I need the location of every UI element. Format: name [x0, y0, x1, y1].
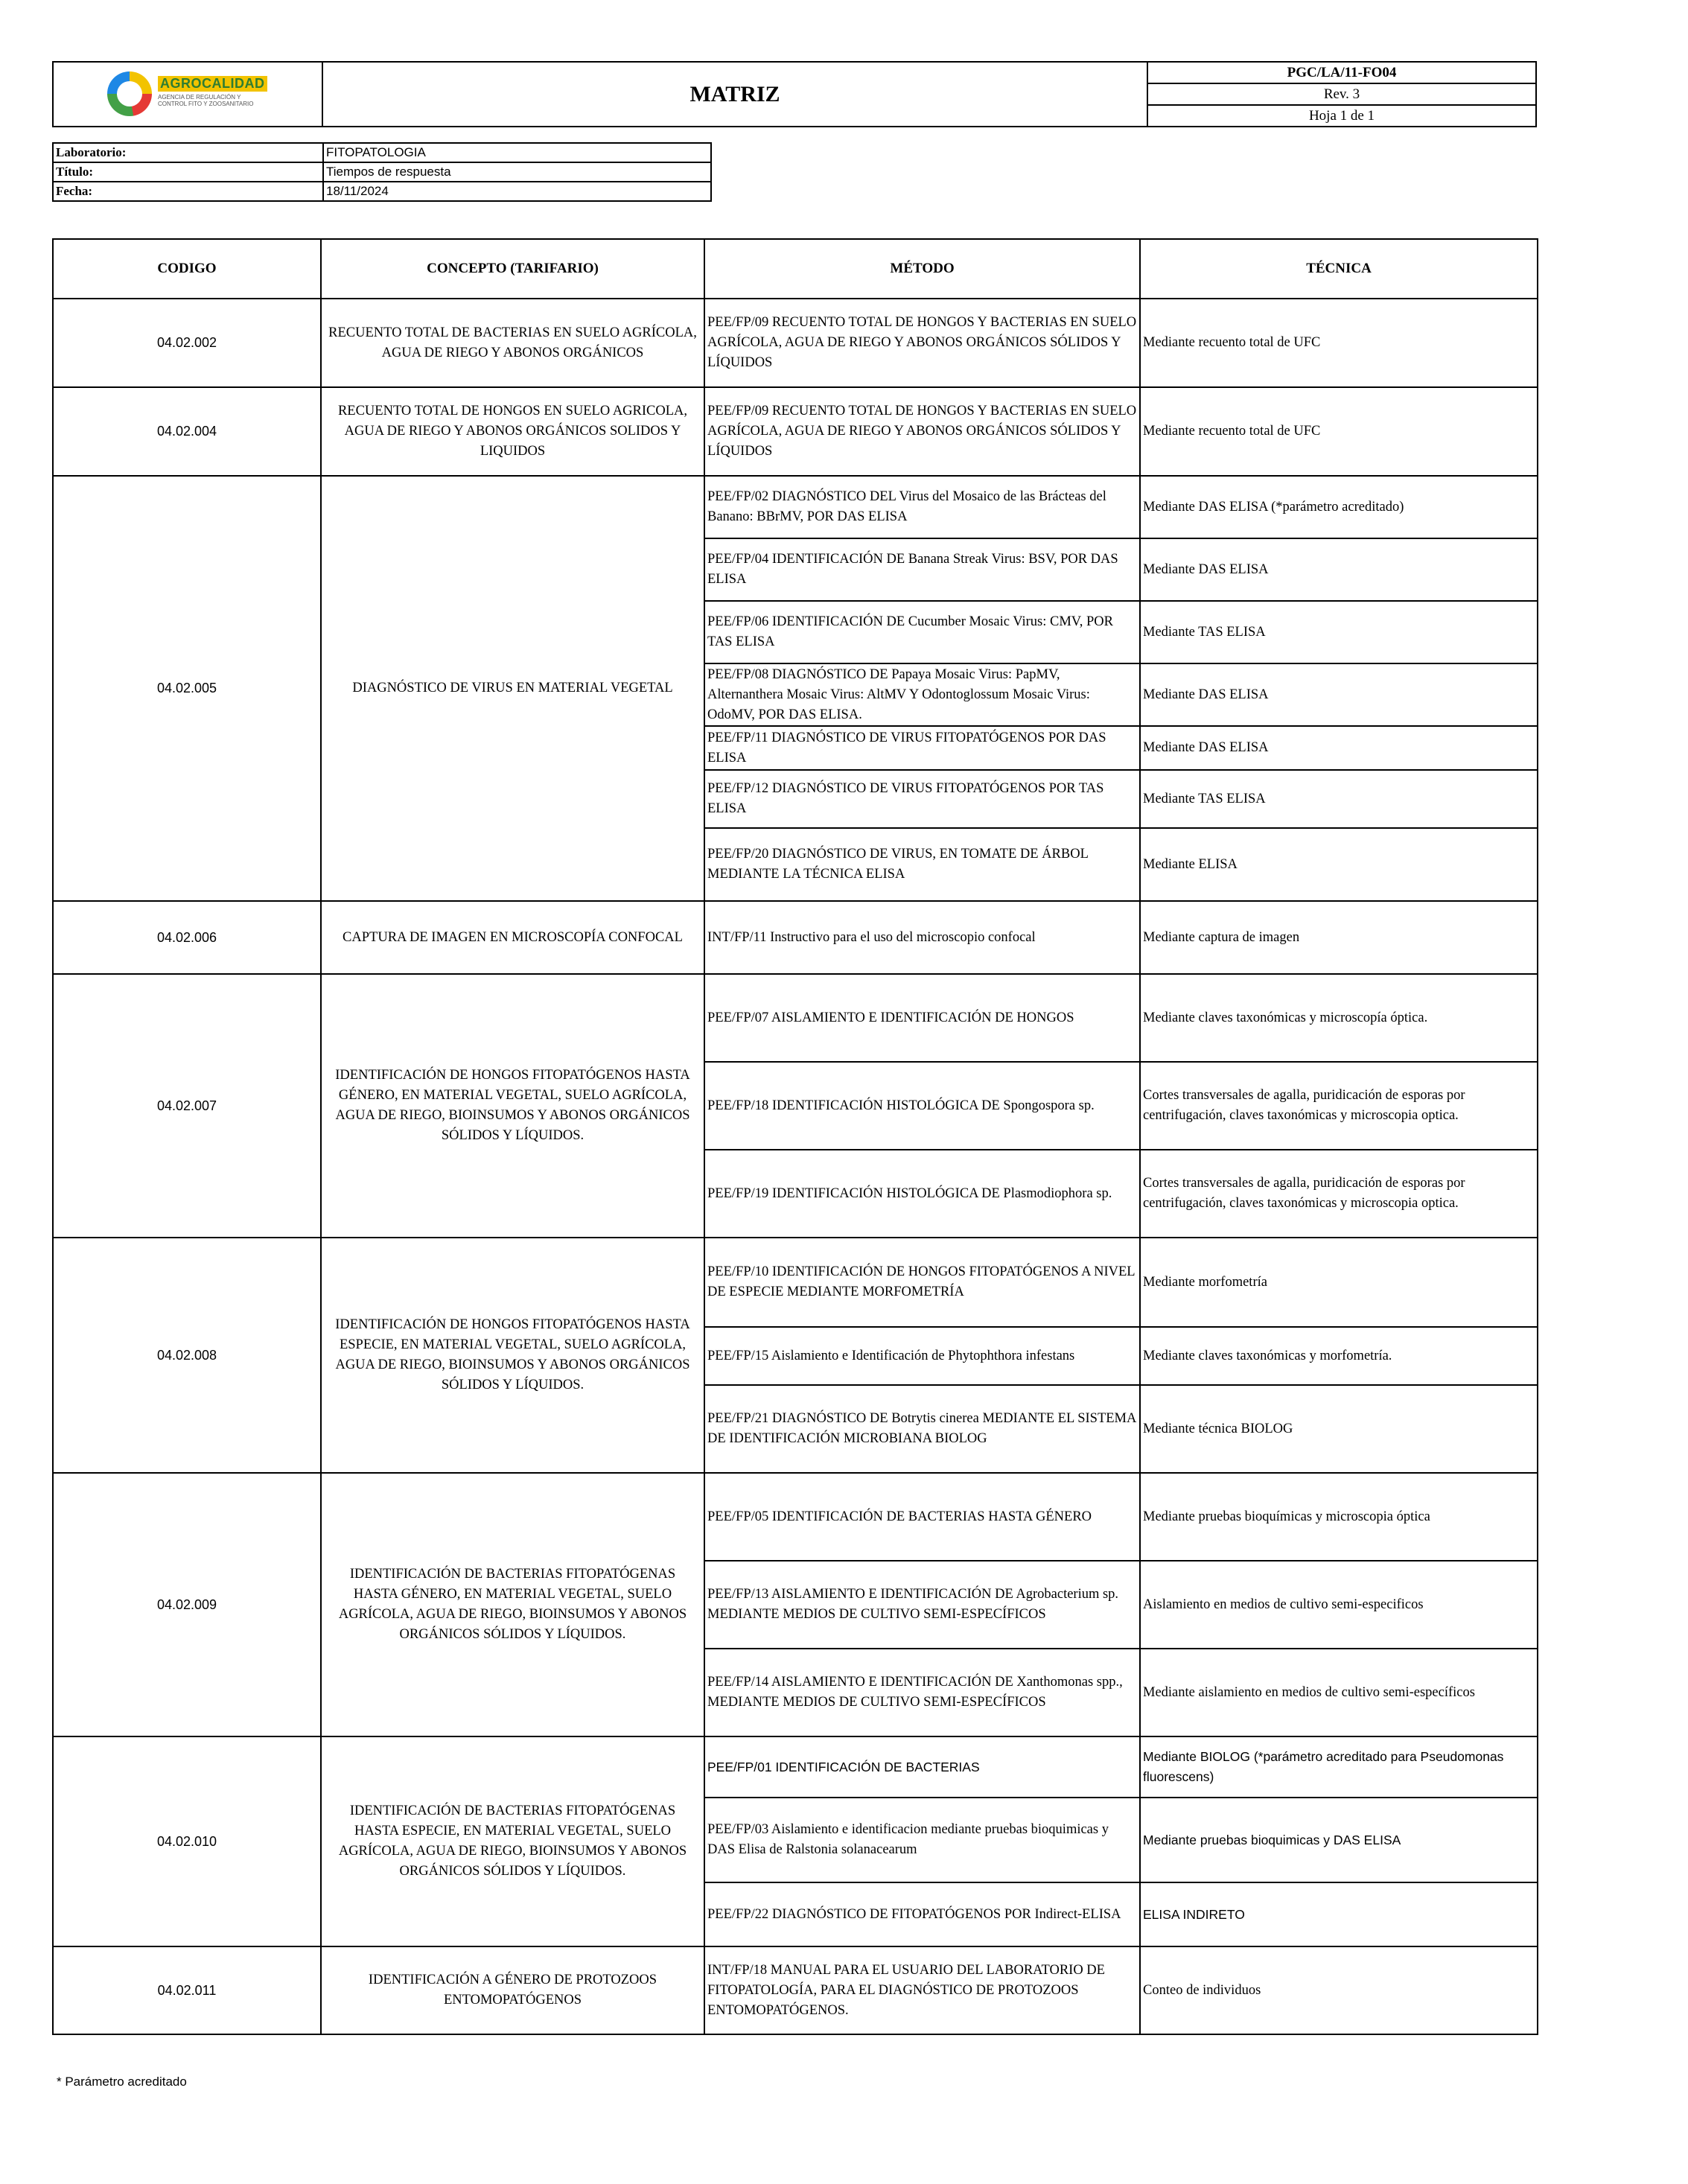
- technique-cell: Mediante DAS ELISA: [1140, 663, 1538, 726]
- title-label: Título:: [53, 162, 323, 182]
- concept-cell: RECUENTO TOTAL DE BACTERIAS EN SUELO AGRÍCOLA, AGUA DE RIEGO Y ABONOS ORGÁNICOS: [321, 299, 704, 387]
- concept-cell: DIAGNÓSTICO DE VIRUS EN MATERIAL VEGETAL: [321, 476, 704, 901]
- lab-value: FITOPATOLOGIA: [323, 143, 711, 162]
- technique-cell: Mediante recuento total de UFC: [1140, 387, 1538, 476]
- method-cell: INT/FP/18 MANUAL PARA EL USUARIO DEL LABORATORIO DE FITOPATOLOGÍA, PARA EL DIAGNÓSTICO DE PROTOZOOS ENTOMOPATÓGENOS.: [704, 1946, 1140, 2034]
- method-cell: PEE/FP/03 Aislamiento e identificacion mediante pruebas bioquimicas y DAS Elisa de Ralstonia solanacearum: [704, 1798, 1140, 1882]
- table-row: [53, 299, 1538, 387]
- technique-cell: Mediante DAS ELISA: [1140, 538, 1538, 601]
- table-row: [53, 1238, 1538, 1327]
- code-cell: 04.02.007: [53, 974, 321, 1238]
- technique-cell: Mediante DAS ELISA (*parámetro acreditado): [1140, 476, 1538, 538]
- matrix-table: [52, 238, 1538, 2035]
- technique-cell: ELISA INDIRETO: [1140, 1882, 1538, 1946]
- agrocalidad-logo: [107, 71, 271, 118]
- title-value: Tiempos de respuesta: [323, 162, 711, 182]
- code-cell: 04.02.002: [53, 299, 321, 387]
- code-cell: 04.02.005: [53, 476, 321, 901]
- method-cell: PEE/FP/21 DIAGNÓSTICO DE Botrytis cinerea MEDIANTE EL SISTEMA DE IDENTIFICACIÓN MICROBIANA BIOLOG: [704, 1385, 1140, 1473]
- method-cell: PEE/FP/20 DIAGNÓSTICO DE VIRUS, EN TOMATE DE ÁRBOL MEDIANTE LA TÉCNICA ELISA: [704, 828, 1140, 901]
- concept-cell: IDENTIFICACIÓN A GÉNERO DE PROTOZOOS ENTOMOPATÓGENOS: [321, 1946, 704, 2034]
- technique-cell: Conteo de individuos: [1140, 1946, 1538, 2034]
- concept-cell: IDENTIFICACIÓN DE BACTERIAS FITOPATÓGENAS HASTA ESPECIE, EN MATERIAL VEGETAL, SUELO AGRÍCOLA, AGUA DE RIEGO, BIOINSUMOS Y ABONOS ORGÁNICOS SÓLIDOS Y LÍQUIDOS.: [321, 1736, 704, 1946]
- method-cell: PEE/FP/12 DIAGNÓSTICO DE VIRUS FITOPATÓGENOS POR TAS ELISA: [704, 770, 1140, 828]
- matrix-header-row: [53, 239, 1538, 299]
- logo-emblem-icon: [107, 71, 152, 116]
- concept-cell: IDENTIFICACIÓN DE BACTERIAS FITOPATÓGENAS HASTA GÉNERO, EN MATERIAL VEGETAL, SUELO AGRÍCOLA, AGUA DE RIEGO, BIOINSUMOS Y ABONOS ORGÁNICOS SÓLIDOS Y LÍQUIDOS.: [321, 1473, 704, 1736]
- method-cell: PEE/FP/11 DIAGNÓSTICO DE VIRUS FITOPATÓGENOS POR DAS ELISA: [704, 726, 1140, 770]
- method-cell: PEE/FP/04 IDENTIFICACIÓN DE Banana Streak Virus: BSV, POR DAS ELISA: [704, 538, 1140, 601]
- logo-cell: [53, 62, 322, 127]
- table-row: [53, 974, 1538, 1062]
- document-code: PGC/LA/11-FO04: [1147, 62, 1536, 83]
- concept-cell: IDENTIFICACIÓN DE HONGOS FITOPATÓGENOS HASTA GÉNERO, EN MATERIAL VEGETAL, SUELO AGRÍCOLA, AGUA DE RIEGO, BIOINSUMOS Y ABONOS ORGÁNICOS SÓLIDOS Y LÍQUIDOS.: [321, 974, 704, 1238]
- method-cell: PEE/FP/19 IDENTIFICACIÓN HISTOLÓGICA DE Plasmodiophora sp.: [704, 1150, 1140, 1238]
- footnote: * Parámetro acreditado: [57, 2075, 187, 2089]
- column-header-technique: TÉCNICA: [1140, 239, 1538, 299]
- table-row: [53, 476, 1538, 538]
- code-cell: 04.02.008: [53, 1238, 321, 1473]
- table-row: [53, 1946, 1538, 2034]
- document-header: [52, 61, 1537, 127]
- method-cell: INT/FP/11 Instructivo para el uso del microscopio confocal: [704, 901, 1140, 974]
- technique-cell: Mediante pruebas bioquimicas y DAS ELISA: [1140, 1798, 1538, 1882]
- technique-cell: Cortes transversales de agalla, puridicación de esporas por centrifugación, claves taxonómicas y microscopia optica.: [1140, 1150, 1538, 1238]
- code-cell: 04.02.011: [53, 1946, 321, 2034]
- page-number: Hoja 1 de 1: [1147, 105, 1536, 127]
- code-cell: 04.02.010: [53, 1736, 321, 1946]
- method-cell: PEE/FP/15 Aislamiento e Identificación de Phytophthora infestans: [704, 1327, 1140, 1385]
- concept-cell: IDENTIFICACIÓN DE HONGOS FITOPATÓGENOS HASTA ESPECIE, EN MATERIAL VEGETAL, SUELO AGRÍCOLA, AGUA DE RIEGO, BIOINSUMOS Y ABONOS ORGÁNICOS SÓLIDOS Y LÍQUIDOS.: [321, 1238, 704, 1473]
- technique-cell: Aislamiento en medios de cultivo semi-especificos: [1140, 1561, 1538, 1649]
- technique-cell: Mediante claves taxonómicas y morfometría.: [1140, 1327, 1538, 1385]
- method-cell: PEE/FP/05 IDENTIFICACIÓN DE BACTERIAS HASTA GÉNERO: [704, 1473, 1140, 1561]
- date-value: 18/11/2024: [323, 182, 711, 201]
- info-table: [52, 142, 712, 202]
- method-cell: PEE/FP/06 IDENTIFICACIÓN DE Cucumber Mosaic Virus: CMV, POR TAS ELISA: [704, 601, 1140, 663]
- method-cell: PEE/FP/01 IDENTIFICACIÓN DE BACTERIAS: [704, 1736, 1140, 1798]
- technique-cell: Mediante recuento total de UFC: [1140, 299, 1538, 387]
- method-cell: PEE/FP/07 AISLAMIENTO E IDENTIFICACIÓN DE HONGOS: [704, 974, 1140, 1062]
- info-row-date: [53, 182, 711, 201]
- table-row: [53, 387, 1538, 476]
- column-header-method: MÉTODO: [704, 239, 1140, 299]
- method-cell: PEE/FP/22 DIAGNÓSTICO DE FITOPATÓGENOS POR Indirect-ELISA: [704, 1882, 1140, 1946]
- concept-cell: CAPTURA DE IMAGEN EN MICROSCOPÍA CONFOCAL: [321, 901, 704, 974]
- date-label: Fecha:: [53, 182, 323, 201]
- method-cell: PEE/FP/13 AISLAMIENTO E IDENTIFICACIÓN DE Agrobacterium sp. MEDIANTE MEDIOS DE CULTIVO SEMI-ESPECÍFICOS: [704, 1561, 1140, 1649]
- column-header-concept: CONCEPTO (TARIFARIO): [321, 239, 704, 299]
- revision: Rev. 3: [1147, 83, 1536, 105]
- document-title: MATRIZ: [322, 62, 1147, 127]
- method-cell: PEE/FP/09 RECUENTO TOTAL DE HONGOS Y BACTERIAS EN SUELO AGRÍCOLA, AGUA DE RIEGO Y ABONOS ORGÁNICOS SÓLIDOS Y LÍQUIDOS: [704, 387, 1140, 476]
- logo-tagline: AGENCIA DE REGULACIÓN Y CONTROL FITO Y ZOOSANITARIO: [158, 94, 254, 107]
- concept-cell: RECUENTO TOTAL DE HONGOS EN SUELO AGRICOLA, AGUA DE RIEGO Y ABONOS ORGÁNICOS SOLIDOS Y LIQUIDOS: [321, 387, 704, 476]
- technique-cell: Mediante captura de imagen: [1140, 901, 1538, 974]
- technique-cell: Mediante morfometría: [1140, 1238, 1538, 1327]
- code-cell: 04.02.006: [53, 901, 321, 974]
- table-row: [53, 901, 1538, 974]
- matrix-body: [53, 299, 1538, 2034]
- technique-cell: Mediante aislamiento en medios de cultivo semi-específicos: [1140, 1649, 1538, 1736]
- method-cell: PEE/FP/08 DIAGNÓSTICO DE Papaya Mosaic Virus: PapMV, Alternanthera Mosaic Virus: AltMV Y Odontoglossum Mosaic Virus: OdoMV, POR DAS ELISA.: [704, 663, 1140, 726]
- technique-cell: Mediante pruebas bioquímicas y microscopia óptica: [1140, 1473, 1538, 1561]
- technique-cell: Mediante TAS ELISA: [1140, 601, 1538, 663]
- lab-label: Laboratorio:: [53, 143, 323, 162]
- technique-cell: Mediante BIOLOG (*parámetro acreditado para Pseudomonas fluorescens): [1140, 1736, 1538, 1798]
- logo-name: AGROCALIDAD: [158, 76, 267, 92]
- column-header-code: CODIGO: [53, 239, 321, 299]
- method-cell: PEE/FP/02 DIAGNÓSTICO DEL Virus del Mosaico de las Brácteas del Banano: BBrMV, POR DAS ELISA: [704, 476, 1140, 538]
- method-cell: PEE/FP/09 RECUENTO TOTAL DE HONGOS Y BACTERIAS EN SUELO AGRÍCOLA, AGUA DE RIEGO Y ABONOS ORGÁNICOS SÓLIDOS Y LÍQUIDOS: [704, 299, 1140, 387]
- technique-cell: Mediante TAS ELISA: [1140, 770, 1538, 828]
- info-row-title: [53, 162, 711, 182]
- technique-cell: Mediante DAS ELISA: [1140, 726, 1538, 770]
- info-row-laboratory: [53, 143, 711, 162]
- table-row: [53, 1736, 1538, 1798]
- method-cell: PEE/FP/18 IDENTIFICACIÓN HISTOLÓGICA DE Spongospora sp.: [704, 1062, 1140, 1150]
- method-cell: PEE/FP/14 AISLAMIENTO E IDENTIFICACIÓN DE Xanthomonas spp., MEDIANTE MEDIOS DE CULTIVO SEMI-ESPECÍFICOS: [704, 1649, 1140, 1736]
- table-row: [53, 1473, 1538, 1561]
- technique-cell: Mediante ELISA: [1140, 828, 1538, 901]
- code-cell: 04.02.004: [53, 387, 321, 476]
- technique-cell: Mediante claves taxonómicas y microscopía óptica.: [1140, 974, 1538, 1062]
- technique-cell: Mediante técnica BIOLOG: [1140, 1385, 1538, 1473]
- method-cell: PEE/FP/10 IDENTIFICACIÓN DE HONGOS FITOPATÓGENOS A NIVEL DE ESPECIE MEDIANTE MORFOMETRÍA: [704, 1238, 1140, 1327]
- technique-cell: Cortes transversales de agalla, puridicación de esporas por centrifugación, claves taxonómicas y microscopia optica.: [1140, 1062, 1538, 1150]
- code-cell: 04.02.009: [53, 1473, 321, 1736]
